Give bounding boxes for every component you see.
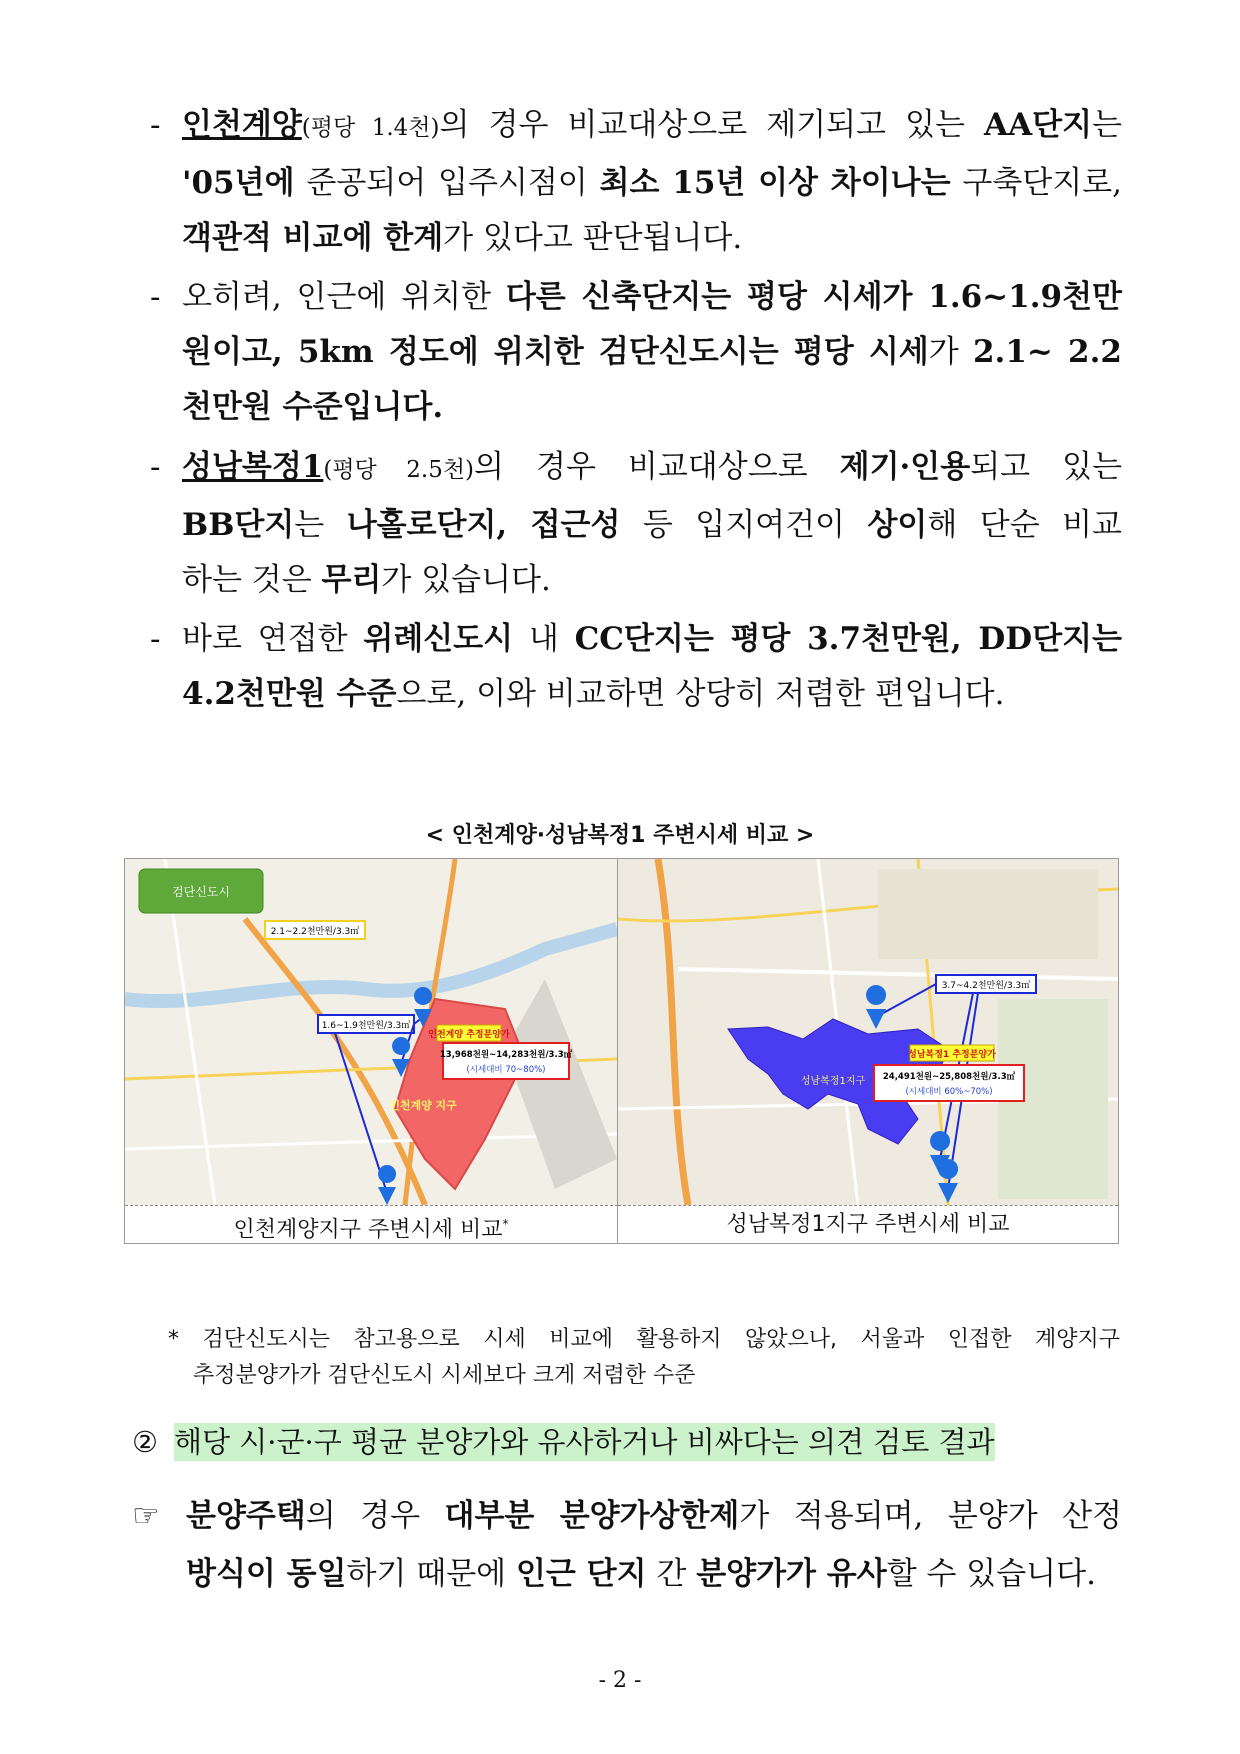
figure-caption: < 인천계양·성남복정1 주변시세 비교 > [425, 823, 815, 848]
geomdan-badge-label: 검단신도시 [172, 885, 230, 899]
nearby-price-label: 1.6~1.9천만원/3.3㎡ [321, 1021, 411, 1031]
seongnam-estimate-title: 성남복정1 추정분양가 [908, 1050, 996, 1060]
seongnam-estimate-price: 24,491천원~25,808천원/3.3㎡ [882, 1072, 1016, 1082]
paragraph-seongnam-bokjeong: - 성남복정1(평당 2.5천)의 경우 비교대상으로 제기·인용되고 있는 BB단지는 나홀로단지, 접근성 등 입지여건이 상이해 단순 비교 하는 것은 무리가 있습니다. [150, 449, 1123, 598]
section-heading-2: ② 해당 시·군·구 평균 분양가와 유사하거나 비싸다는 의견 검토 결과 [132, 1425, 995, 1459]
paragraph-price-cap: ☞ 분양주택의 경우 대부분 분양가상한제가 적용되며, 분양가 산정 방식이 동일하기 때문에 인근 단지 간 분양가가 유사할 수 있습니다. [132, 1487, 1122, 1603]
paragraph-incheon-gyeyang: - 인천계양(평당 1.4천)의 경우 비교대상으로 제기되고 있는 AA단지는 '05년에 준공되어 입주시점이 최소 15년 이상 차이나는 구축단지로, 객관적 비교에 한계가 있다고 판단됩니다. [150, 107, 1123, 256]
map-incheon-gyeyang [125, 859, 618, 1205]
page-number: - 2 - [598, 1668, 642, 1693]
left-map-caption: 인천계양지구 주변시세 비교* [125, 1205, 618, 1243]
wirye-price-label: 3.7~4.2천만원/3.3㎡ [941, 981, 1031, 991]
pointing-hand-icon: ☞ [132, 1498, 160, 1534]
right-map-caption: 성남복정1지구 주변시세 비교 [618, 1205, 1118, 1243]
paragraph-wirye: - 바로 연접한 위례신도시 내 CC단지는 평당 3.7천만원, DD단지는 4.2천만원 수준으로, 이와 비교하면 상당히 저렴한 편입니다. [150, 621, 1122, 712]
incheon-estimate-price: 13,968천원~14,283천원/3.3㎡ [439, 1050, 573, 1060]
paragraph-nearby-prices: - 오히려, 인근에 위치한 다른 신축단지는 평당 시세가 1.6~1.9천만 원이고, 5km 정도에 위치한 검단신도시는 평당 시세가 2.1~ 2.2 천만원 수준입니다. [150, 279, 1122, 425]
section-heading-title: 해당 시·군·구 평균 분양가와 유사하거나 비싸다는 의견 검토 결과 [174, 1425, 995, 1459]
geomdan-price-label: 2.1~2.2천만원/3.3㎡ [270, 927, 360, 937]
map-seongnam-bokjeong [618, 859, 1118, 1205]
seongnam-estimate-ratio: (시세대비 60%~70%) [905, 1087, 993, 1097]
incheon-estimate-title: 인천계양 추정분양가 [428, 1030, 510, 1040]
seongnam-district-label: 성남복정1지구 [800, 1076, 866, 1087]
incheon-district-label: 인천계양 지구 [389, 1099, 457, 1112]
figure-footnote: * 검단신도시는 참고용으로 시세 비교에 활용하지 않았으나, 서울과 인접한 계양지구 추정분양가가 검단신도시 시세보다 크게 저렴한 수준 [168, 1327, 1120, 1388]
incheon-estimate-ratio: (시세대비 70~80%) [466, 1065, 546, 1075]
map-comparison-figure [124, 858, 1119, 1244]
